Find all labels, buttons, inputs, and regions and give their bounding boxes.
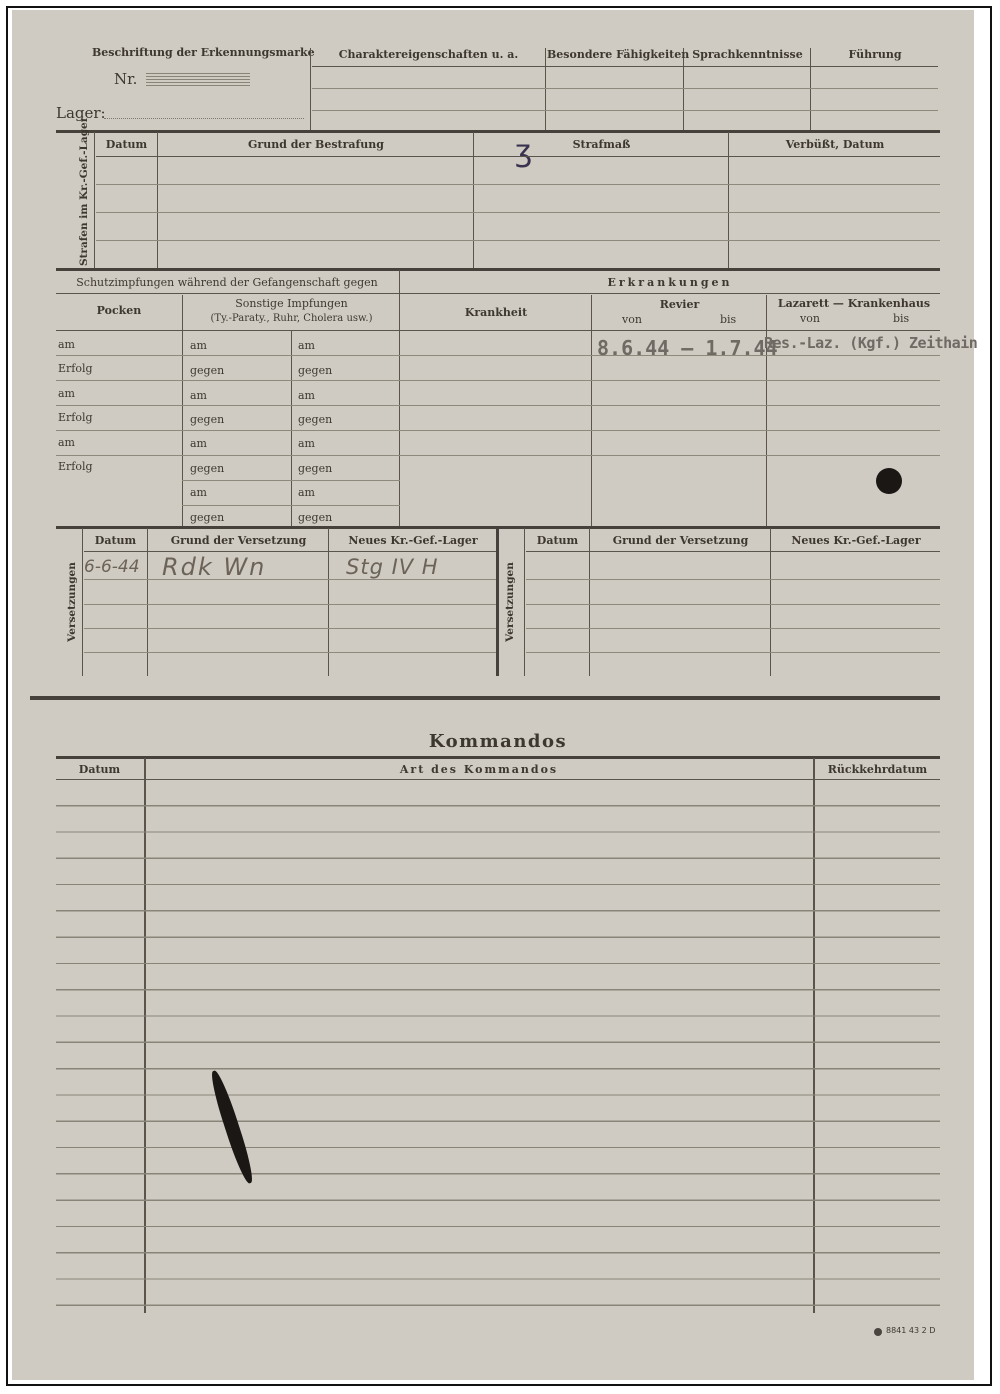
transfer-reason-heading-left: Grund der Versetzung — [170, 534, 307, 547]
revier-to: bis — [720, 313, 737, 326]
rule — [291, 330, 292, 526]
rule — [84, 551, 496, 552]
rule — [399, 270, 400, 526]
rule — [524, 528, 525, 676]
rule — [84, 604, 496, 605]
rule — [56, 756, 940, 759]
lager-line — [104, 118, 304, 119]
punish-measure-heading: Strafmaß — [572, 138, 631, 151]
languages-heading: Sprachkenntnisse — [692, 48, 803, 61]
other-gegen: gegen — [298, 364, 333, 377]
rule — [56, 455, 940, 456]
punish-date-heading: Datum — [105, 138, 148, 151]
rule — [96, 184, 940, 185]
rule — [526, 551, 940, 552]
rule — [56, 405, 940, 406]
pocken-erfolg-2: Erfolg — [58, 411, 93, 424]
rule — [526, 652, 940, 653]
rule — [312, 110, 938, 111]
other-am: am — [190, 389, 207, 402]
rule — [84, 628, 496, 629]
rule — [182, 480, 400, 481]
revier-from: von — [622, 313, 642, 326]
rule — [182, 505, 400, 506]
rule — [310, 48, 311, 130]
punishments-side-label: Strafen im Kr.-Gef.-Lager — [78, 116, 90, 266]
pocken-erfolg-1: Erfolg — [58, 362, 93, 375]
id-tag-heading: Beschriftung der Erkennungsmarke — [92, 46, 315, 59]
other-am: am — [190, 486, 207, 499]
revier-dates-stamp: 8.6.44 – 1.7.44 — [597, 336, 778, 360]
transfer-camp-heading-right: Neues Kr.-Gef.-Lager — [791, 534, 921, 547]
transfer-hw-reason: Rdk Wn — [162, 553, 267, 581]
rule — [56, 130, 940, 133]
other-am: am — [298, 339, 315, 352]
other-gegen: gegen — [298, 511, 333, 524]
rule — [526, 604, 940, 605]
rule — [30, 696, 940, 700]
rule — [96, 156, 940, 157]
rule — [728, 132, 729, 268]
rule — [545, 48, 546, 130]
printer-mark-icon — [874, 1328, 882, 1336]
rule — [82, 528, 83, 676]
punch-hole — [876, 468, 902, 494]
kommando-return-heading: Rückkehrdatum — [827, 763, 928, 776]
illnesses-heading: Erkrankungen — [607, 276, 733, 289]
disease-heading: Krankheit — [464, 306, 528, 319]
rule — [84, 579, 496, 580]
pocken-heading: Pocken — [96, 304, 142, 317]
kommandos-title: Kommandos — [428, 731, 568, 752]
vaccinations-heading: Schutzimpfungen während der Gefangenschaft gegen — [76, 276, 378, 289]
nr-label: Nr. — [114, 70, 138, 88]
pocken-am-3: am — [58, 436, 75, 449]
pocken-am-2: am — [58, 387, 75, 400]
kommando-type-heading: Art des Kommandos — [399, 763, 559, 776]
kommandos-ruled-rows — [56, 779, 940, 1314]
other-vacc-sub: (Ty.-Paraty., Ruhr, Cholera usw.) — [210, 313, 373, 324]
rule — [56, 330, 940, 331]
rule — [94, 132, 95, 268]
rule — [96, 240, 940, 241]
other-gegen: gegen — [298, 413, 333, 426]
other-gegen: gegen — [298, 462, 333, 475]
other-gegen: gegen — [190, 413, 225, 426]
rule — [157, 132, 158, 268]
form-code: 8841 43 2 D — [886, 1326, 936, 1335]
rule — [496, 528, 499, 676]
transfer-date-heading-right: Datum — [536, 534, 579, 547]
lazarett-to: bis — [893, 312, 910, 325]
lazarett-from: von — [800, 312, 820, 325]
transfers-side-label-left: Versetzungen — [66, 562, 78, 642]
nr-lines — [146, 73, 250, 87]
rule — [56, 380, 940, 381]
transfer-date-heading-left: Datum — [94, 534, 137, 547]
revier-heading: Revier — [659, 298, 700, 311]
other-gegen: gegen — [190, 364, 225, 377]
other-vacc-heading: Sonstige Impfungen — [235, 297, 348, 310]
other-am: am — [190, 339, 207, 352]
other-gegen: gegen — [190, 462, 225, 475]
rule — [56, 293, 940, 294]
pocken-erfolg-3: Erfolg — [58, 460, 93, 473]
other-gegen: gegen — [190, 511, 225, 524]
rule — [473, 132, 474, 268]
transfers-side-label-right: Versetzungen — [504, 562, 516, 642]
rule — [810, 48, 811, 130]
other-am: am — [298, 389, 315, 402]
punish-reason-heading: Grund der Bestrafung — [248, 138, 384, 151]
rule — [526, 579, 940, 580]
lazarett-stamp: Res.-Laz. (Kgf.) Zeithain — [764, 334, 978, 352]
conduct-heading: Führung — [848, 48, 902, 61]
rule — [56, 355, 940, 356]
other-am: am — [190, 437, 207, 450]
other-am: am — [298, 486, 315, 499]
pocken-am-1: am — [58, 338, 75, 351]
rule — [84, 652, 496, 653]
lager-label: Lager: — [56, 104, 106, 122]
punish-served-heading: Verbüßt, Datum — [785, 138, 885, 151]
rule — [56, 430, 940, 431]
transfer-camp-heading-left: Neues Kr.-Gef.-Lager — [348, 534, 478, 547]
other-am: am — [298, 437, 315, 450]
rule — [312, 66, 938, 67]
rule — [56, 268, 940, 271]
skills-heading: Besondere Fähigkeiten — [547, 48, 690, 61]
transfer-reason-heading-right: Grund der Versetzung — [612, 534, 749, 547]
transfer-hw-date: 6-6-44 — [84, 557, 140, 577]
punish-ink-mark: ʒ — [515, 134, 533, 169]
char-heading: Charaktereigenschaften u. a. — [338, 48, 519, 61]
lazarett-heading: Lazarett — Krankenhaus — [777, 297, 931, 310]
rule — [96, 212, 940, 213]
rule — [526, 628, 940, 629]
transfer-hw-camp: Stg IV H — [346, 555, 439, 579]
rule — [312, 88, 938, 89]
kommando-date-heading: Datum — [78, 763, 121, 776]
